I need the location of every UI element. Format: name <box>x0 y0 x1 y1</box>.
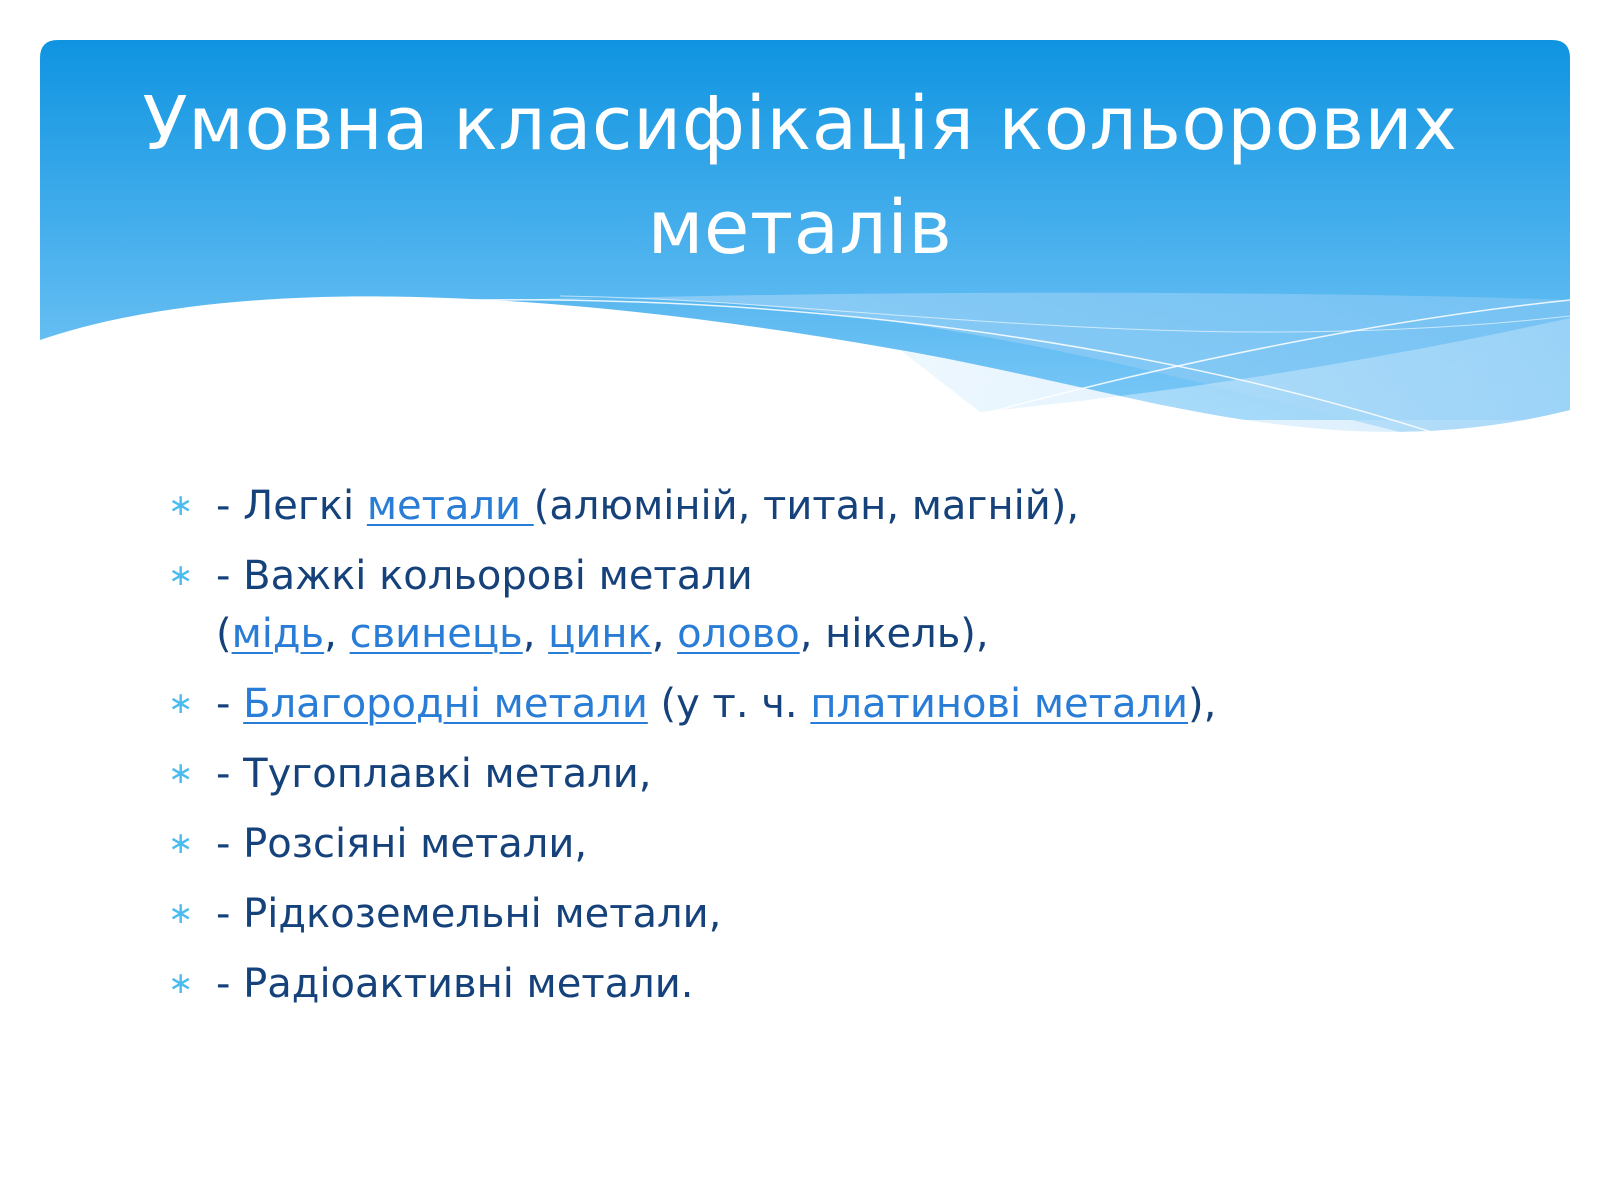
bullet-text: , нікель), <box>799 611 989 657</box>
bullet-item <box>168 955 1468 1013</box>
bullet-text: - Важкі кольорові метали <box>216 553 753 599</box>
wiki-link[interactable]: олово <box>677 611 800 657</box>
bullet-item <box>168 815 1468 873</box>
bullet-text: - <box>216 681 244 727</box>
bullet-item <box>168 477 1468 535</box>
bullet-text: , <box>522 611 549 657</box>
bullet-text: - Легкі <box>216 483 367 529</box>
asterisk-bullet-icon: ∗ <box>168 686 194 721</box>
asterisk-bullet-icon: ∗ <box>168 826 194 861</box>
bullet-text: - Розсіяні метали, <box>216 821 588 867</box>
asterisk-bullet-icon: ∗ <box>168 896 194 931</box>
bullet-item <box>168 745 1468 803</box>
wiki-link[interactable]: свинець <box>349 611 523 657</box>
bullet-text: (алюміній, титан, магній), <box>533 483 1080 529</box>
asterisk-bullet-icon: ∗ <box>168 966 194 1001</box>
bullet-text: - Рідкоземельні метали, <box>216 891 722 937</box>
bullet-text: (у т. ч. <box>647 681 811 727</box>
slide-title: Умовна класифікація кольорових металів <box>142 81 1458 271</box>
wiki-link[interactable]: мідь <box>231 611 325 657</box>
bullet-text: , <box>324 611 350 657</box>
bullet-item <box>168 547 1468 663</box>
asterisk-bullet-icon: ∗ <box>168 756 194 791</box>
bullet-text: ( <box>216 611 232 657</box>
bullet-item <box>168 675 1468 733</box>
bullet-text: - Радіоактивні метали. <box>216 961 694 1007</box>
wiki-link[interactable]: метали <box>366 483 534 529</box>
bullet-item <box>168 885 1468 943</box>
wiki-link[interactable]: цинк <box>548 611 652 657</box>
wiki-link[interactable]: Благородні метали <box>243 681 648 727</box>
asterisk-bullet-icon: ∗ <box>168 488 194 523</box>
bullet-list <box>168 477 1468 1025</box>
bullet-text: - Тугоплавкі метали, <box>216 751 652 797</box>
asterisk-bullet-icon: ∗ <box>168 558 194 593</box>
bullet-text: ), <box>1188 681 1217 727</box>
bullet-text: , <box>651 611 678 657</box>
wiki-link[interactable]: платинові метали <box>810 681 1189 727</box>
